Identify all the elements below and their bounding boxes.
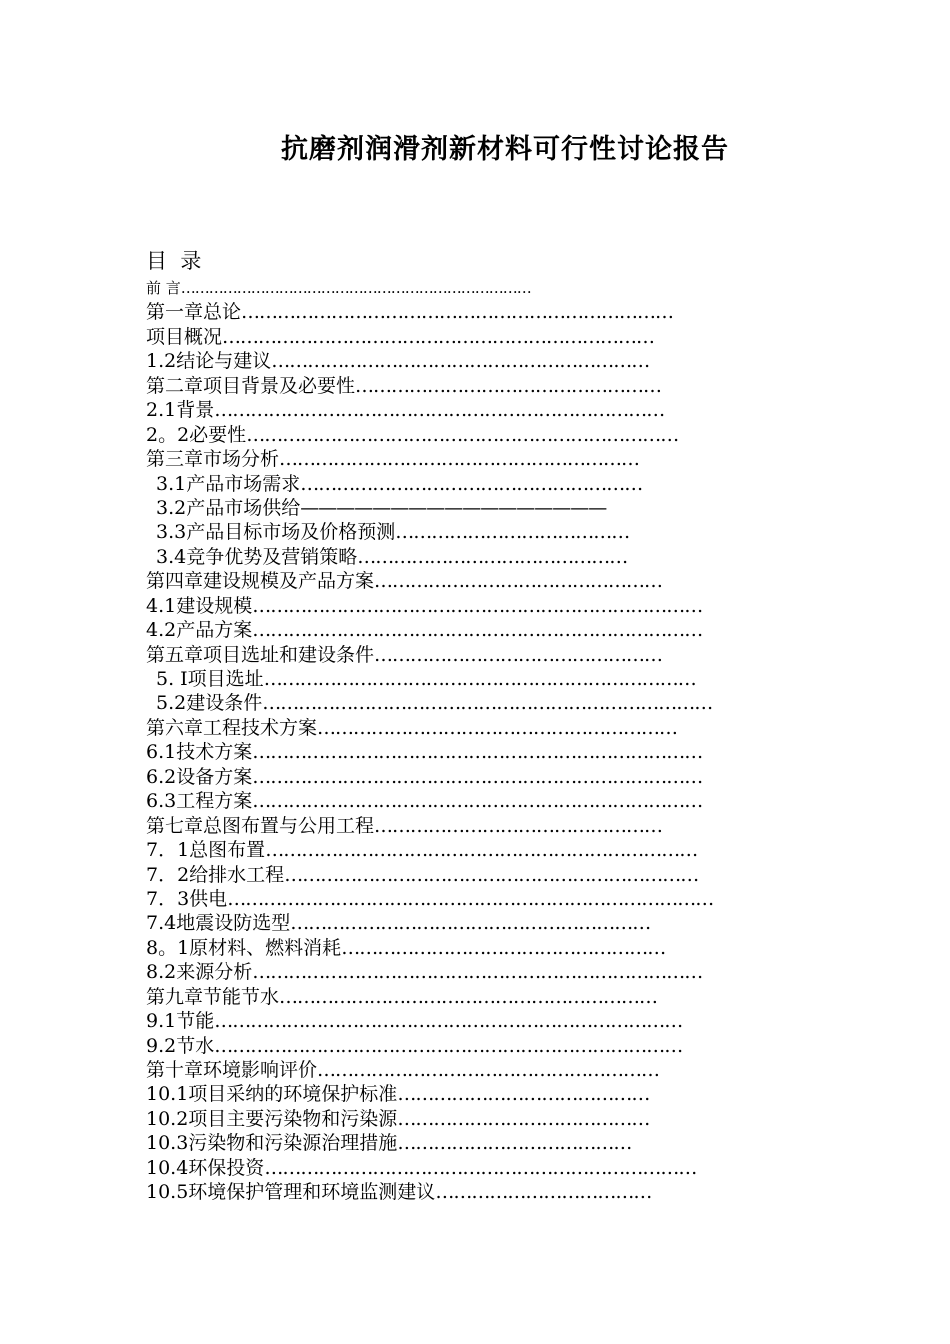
toc-entry[interactable]: [146, 1180, 713, 1204]
toc-entry[interactable]: [146, 276, 713, 300]
toc-entry-leader: ………………………………………………………………: [246, 423, 679, 446]
toc-entry-label: 10.4环保投资: [146, 1156, 265, 1179]
toc-entry-label: 9.2节水: [146, 1034, 215, 1057]
toc-entry-leader: …………………………………………………………………: [262, 692, 713, 715]
toc-entry[interactable]: [146, 300, 713, 324]
toc-entry-leader: ……………………………………………………………………: [214, 1034, 683, 1057]
toc-entry-leader: …………………………………: [395, 521, 630, 544]
toc-entry-label: 3.3产品目标市场及价格预测: [156, 521, 396, 544]
toc-entry[interactable]: [146, 1009, 713, 1033]
toc-entry-leader: …………………………………………………………………: [252, 741, 703, 764]
table-of-contents: [146, 276, 713, 1205]
toc-entry[interactable]: [146, 1058, 713, 1082]
toc-entry-label: 7．3供电: [146, 887, 228, 910]
toc-entry-label: 第七章总图布置与公用工程: [146, 814, 375, 837]
toc-entry-label: 7．2给排水工程: [146, 863, 285, 886]
toc-entry-leader: …………………………………………………………………: [252, 765, 703, 788]
toc-entry[interactable]: [146, 691, 713, 715]
toc-entry[interactable]: [146, 740, 713, 764]
toc-entry[interactable]: [146, 423, 713, 447]
toc-entry[interactable]: [146, 814, 713, 838]
toc-entry[interactable]: [146, 985, 713, 1009]
toc-entry-leader: …………………………………………………………………: [180, 279, 531, 297]
toc-entry-leader: ………………………………………………………: [279, 985, 658, 1008]
toc-entry-leader: ……………………………………………………………………: [214, 1010, 683, 1033]
toc-entry-leader: ………………………………………………………………………: [227, 887, 714, 910]
toc-entry-label: 第五章项目选址和建设条件: [146, 643, 375, 666]
toc-entry-label: 2.1背景: [146, 399, 215, 422]
toc-entry-label: 第十章环境影响评价: [146, 1059, 318, 1081]
toc-entry-leader: ………………………………………………: [341, 936, 666, 959]
toc-entry-leader: …………………………………………: [374, 570, 663, 593]
toc-entry-leader: ………………………………………………………………: [263, 668, 696, 690]
toc-entry-label: 10.2项目主要污染物和污染源: [146, 1107, 398, 1130]
toc-entry-label: 第四章建设规模及产品方案: [146, 570, 375, 593]
toc-entry-label: 第九章节能节水: [146, 985, 280, 1008]
toc-entry[interactable]: [146, 936, 713, 960]
toc-entry-leader: …………………………………………………: [300, 472, 643, 495]
toc-entry-label: 项目概况: [146, 325, 223, 348]
toc-entry-label: 4.2产品方案: [146, 619, 253, 642]
toc-entry-label: 2。2必要性: [146, 423, 247, 446]
toc-entry-label: 7.4地震设防选型: [146, 912, 291, 935]
toc-entry[interactable]: [146, 911, 713, 935]
toc-entry-label: 1.2结论与建议: [146, 350, 272, 373]
toc-entry[interactable]: [146, 789, 713, 813]
toc-entry-leader: …………………………………………………………………: [214, 399, 665, 422]
toc-entry-leader: …………………………………………………………………: [252, 790, 703, 813]
toc-entry-label: 4.1建设规模: [146, 594, 253, 617]
toc-entry-label: 第二章项目背景及必要性: [146, 374, 356, 397]
toc-entry[interactable]: [146, 618, 713, 642]
toc-entry-label: 3.4竞争优势及营销策略: [156, 545, 358, 568]
toc-entry-leader: ……………………………………: [397, 1107, 650, 1130]
toc-entry-leader: …………………………………………………………………: [252, 594, 703, 617]
toc-entry-leader: ……………………………………………………………: [284, 863, 699, 886]
toc-entry[interactable]: [146, 1107, 713, 1131]
toc-entry-label: 第一章总论: [146, 301, 242, 324]
toc-entry-leader: …………………………………: [397, 1132, 632, 1155]
toc-entry-label: 7．1总图布置: [146, 839, 266, 862]
toc-entry[interactable]: [146, 398, 713, 422]
toc-entry-leader: ……………………………………………………: [279, 448, 640, 471]
toc-entry-leader: …………………………………………………: [317, 1059, 660, 1081]
toc-entry-leader: ………………………………………………………: [271, 350, 650, 373]
toc-entry-label: 10.3污染物和污染源治理措施: [146, 1132, 398, 1155]
toc-entry[interactable]: [146, 325, 713, 349]
toc-entry-leader: …………………………………………: [374, 814, 663, 837]
toc-entry[interactable]: [146, 594, 713, 618]
toc-entry[interactable]: [146, 960, 713, 984]
toc-entry-label: 第三章市场分析: [146, 448, 280, 471]
toc-entry[interactable]: [146, 667, 713, 691]
toc-entry[interactable]: [146, 374, 713, 398]
toc-entry[interactable]: [146, 716, 713, 740]
toc-entry-label: 10.1项目采纳的环境保护标准: [146, 1083, 398, 1106]
document-title: 抗磨剂润滑剂新材料可行性讨论报告: [281, 134, 729, 165]
toc-entry-label: 5. I项目选址: [156, 668, 264, 690]
toc-entry-label: 前 言: [146, 279, 181, 297]
toc-entry[interactable]: [146, 838, 713, 862]
toc-entry-label: 6.3工程方案: [146, 790, 253, 813]
toc-entry-label: 10.5环境保护管理和环境监测建议: [146, 1181, 436, 1204]
toc-entry-label: 8。1原材料、燃料消耗: [146, 936, 342, 959]
toc-entry[interactable]: [146, 887, 713, 911]
toc-entry-leader: ……………………………………………………: [317, 716, 678, 739]
toc-entry-leader: ……………………………………………………: [290, 912, 651, 935]
toc-entry-label: 9.1节能: [146, 1010, 215, 1033]
toc-entry[interactable]: [146, 1034, 713, 1058]
toc-entry-label: 6.2设备方案: [146, 765, 253, 788]
toc-entry[interactable]: [146, 1156, 713, 1180]
toc-entry[interactable]: [146, 569, 713, 593]
toc-entry-leader: …………………………………………………………………: [252, 619, 703, 642]
toc-entry-leader: —————————————————: [300, 496, 607, 519]
toc-entry-leader: ………………………………………………………………: [264, 1156, 697, 1179]
toc-entry[interactable]: [146, 863, 713, 887]
toc-entry[interactable]: [146, 545, 713, 569]
toc-entry[interactable]: [146, 472, 713, 496]
toc-entry[interactable]: [146, 765, 713, 789]
toc-entry-leader: ………………………………………: [357, 545, 628, 568]
toc-entry-label: 6.1技术方案: [146, 741, 253, 764]
toc-entry[interactable]: [146, 447, 713, 471]
toc-entry-leader: ……………………………………: [397, 1083, 650, 1106]
toc-entry-label: 3.2产品市场供给: [156, 496, 301, 519]
toc-entry-leader: ………………………………………………………………: [222, 325, 655, 348]
toc-entry-label: 3.1产品市场需求: [156, 472, 301, 495]
toc-entry-label: 第六章工程技术方案: [146, 716, 318, 739]
toc-entry[interactable]: [146, 349, 713, 373]
toc-heading: 目 录: [146, 249, 202, 273]
toc-entry-leader: ………………………………………………………………: [241, 301, 674, 324]
toc-entry[interactable]: [146, 1131, 713, 1155]
toc-entry-leader: …………………………………………………………………: [252, 961, 703, 984]
toc-entry-leader: ………………………………………………………………: [265, 839, 698, 862]
toc-entry-leader: ……………………………………………: [355, 374, 662, 397]
toc-entry-label: 8.2来源分析: [146, 961, 253, 984]
toc-entry-leader: ………………………………: [435, 1181, 652, 1204]
toc-entry[interactable]: [146, 520, 713, 544]
toc-entry-label: 5.2建设条件: [156, 692, 263, 715]
toc-entry[interactable]: [146, 1082, 713, 1106]
toc-entry[interactable]: [146, 643, 713, 667]
toc-entry-leader: …………………………………………: [374, 643, 663, 666]
toc-entry[interactable]: [146, 496, 713, 520]
